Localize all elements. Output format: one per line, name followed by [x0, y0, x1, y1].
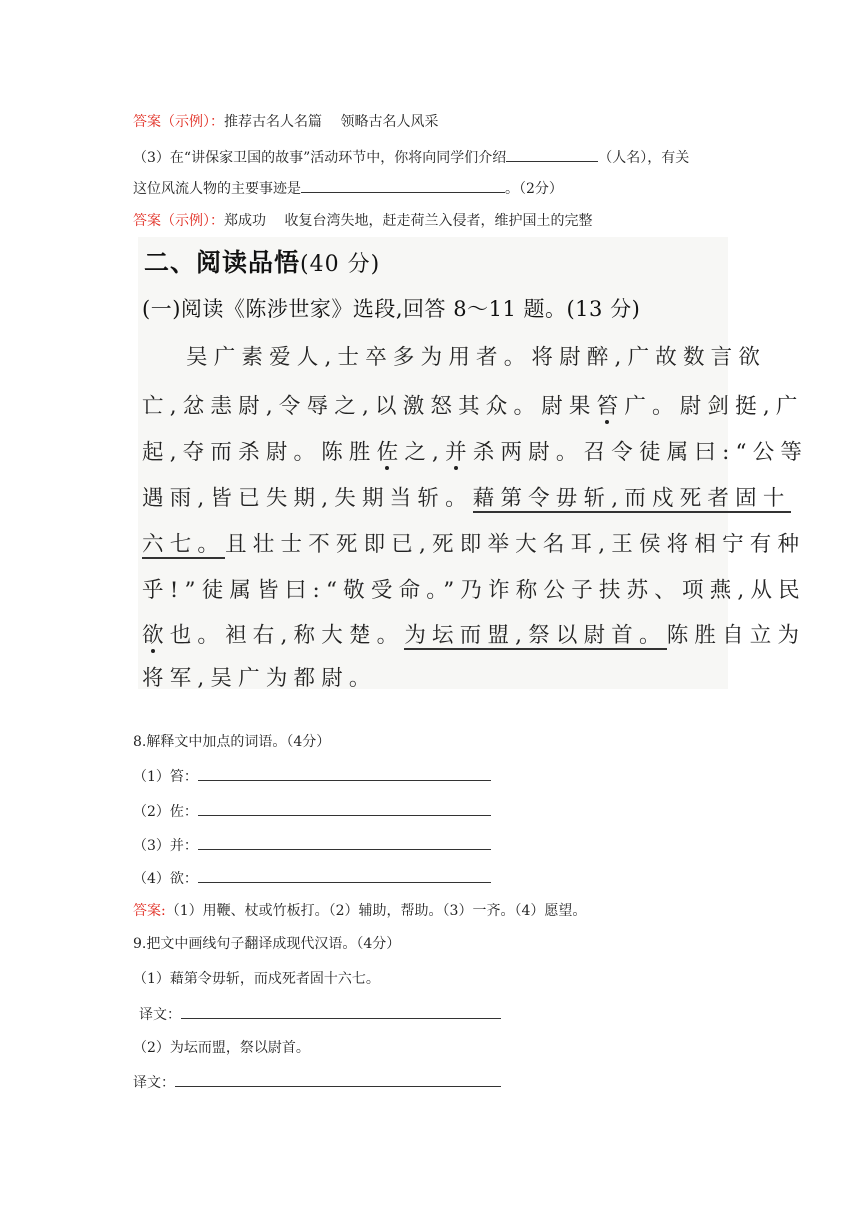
question-3-line-1 — [133, 147, 689, 168]
item-label: （2）佐： — [133, 804, 198, 820]
answer-example-1 — [133, 112, 438, 132]
answer-blank[interactable] — [198, 868, 491, 883]
passage-text: 且壮士不死即已,死即举大名耳,王侯将相宁有种 — [225, 532, 806, 557]
dotted-word: 笞 — [596, 394, 625, 419]
answer-blank[interactable] — [198, 801, 491, 816]
passage-text: 也。袒右,称大楚。 — [169, 623, 405, 648]
question-text: 。（2分） — [505, 181, 563, 197]
fill-blank[interactable] — [506, 147, 598, 162]
question-8-answer — [133, 901, 586, 921]
dotted-word: 佐 — [376, 440, 405, 465]
passage-text: 之, — [404, 440, 446, 465]
passage-text: 亡,忿恚尉,令辱之,以激怒其众。尉果 — [142, 394, 597, 419]
question-8-item-3 — [133, 835, 491, 856]
answer-label: 答案（示例）： — [133, 114, 224, 130]
answer-blank[interactable] — [198, 766, 491, 781]
question-8-item-2 — [133, 801, 491, 822]
answer-label: 答案（示例）： — [133, 213, 224, 229]
passage-line: 吴广素爱人,士卒多为用者。将尉醉,广故数言欲 — [186, 345, 767, 370]
section-heading — [144, 243, 380, 279]
passage-line — [142, 481, 791, 512]
passage-line — [142, 435, 808, 466]
underlined-sentence: 六七。 — [142, 532, 226, 557]
question-8-item-1 — [133, 766, 491, 787]
question-8-item-4 — [133, 868, 491, 889]
underlined-sentence: 为坛而盟,祭以尉首。 — [404, 623, 667, 648]
passage-line — [142, 618, 805, 649]
heading-text: 二、阅读品悟 — [144, 248, 301, 277]
passage-subheading: (一)阅读《陈涉世家》选段,回答 8～11 题。(13 分) — [142, 297, 641, 321]
dotted-word: 并 — [445, 440, 473, 465]
passage-line — [142, 527, 805, 558]
translation-label: 译文： — [133, 1075, 175, 1091]
passage-line: 乎!”徒属皆曰:“敬受命。”乃诈称公子扶苏、项燕,从民 — [142, 578, 806, 603]
question-text: （人名），有关 — [598, 150, 690, 166]
passage-line: 将军,吴广为都尉。 — [142, 666, 377, 691]
passage-text: 广。尉剑挺,广 — [624, 394, 804, 419]
question-text: 这位风流人物的主要事迹是 — [133, 181, 301, 197]
translation-line-2 — [133, 1072, 501, 1093]
passage-text: 起,夺而杀尉。陈胜 — [142, 440, 377, 465]
dotted-word: 欲 — [142, 623, 170, 648]
item-label: （1）笞： — [133, 769, 198, 785]
translation-blank[interactable] — [181, 1004, 501, 1019]
question-9-sentence-2: （2）为坛而盟，祭以尉首。 — [133, 1040, 310, 1056]
passage-line — [142, 389, 804, 420]
heading-points: (40 分) — [300, 252, 381, 277]
question-9-title: 9.把文中画线句子翻译成现代汉语。（4分） — [133, 936, 401, 952]
passage-text: 陈胜自立为 — [666, 623, 806, 648]
question-text: （3）在“讲保家卫国的故事”活动环节中，你将向同学们介绍 — [133, 150, 507, 166]
answer-blank[interactable] — [198, 835, 491, 850]
underlined-sentence: 藉第令毋斩,而戍死者固十 — [472, 486, 791, 511]
translation-blank[interactable] — [175, 1072, 501, 1087]
reading-passage-scan — [138, 237, 809, 691]
answer-text: 推荐古名人名篇 领略古名人风采 — [224, 114, 439, 130]
passage-text: 遇雨,皆已失期,失期当斩。 — [142, 486, 473, 511]
answer-text: （1）用鞭、杖或竹板打。（2）辅助，帮助。（3）一齐。（4）愿望。 — [165, 903, 587, 919]
item-label: （3）并： — [133, 838, 198, 854]
item-label: （4）欲： — [133, 871, 198, 887]
answer-label: 答案: — [133, 903, 166, 919]
question-8-title: 8.解释文中加点的词语。（4分） — [133, 734, 331, 750]
fill-blank[interactable] — [301, 178, 505, 193]
translation-label: 译文： — [139, 1007, 181, 1023]
question-3-line-2 — [133, 178, 563, 199]
passage-text: 杀两尉。召令徒属曰:“公等 — [472, 440, 809, 465]
question-9-sentence-1: （1）藉第令毋斩，而戍死者固十六七。 — [133, 971, 380, 987]
answer-text: 郑成功 收复台湾失地，赶走荷兰入侵者，维护国土的完整 — [224, 213, 593, 229]
answer-example-2 — [133, 211, 592, 231]
translation-line-1 — [139, 1004, 501, 1025]
